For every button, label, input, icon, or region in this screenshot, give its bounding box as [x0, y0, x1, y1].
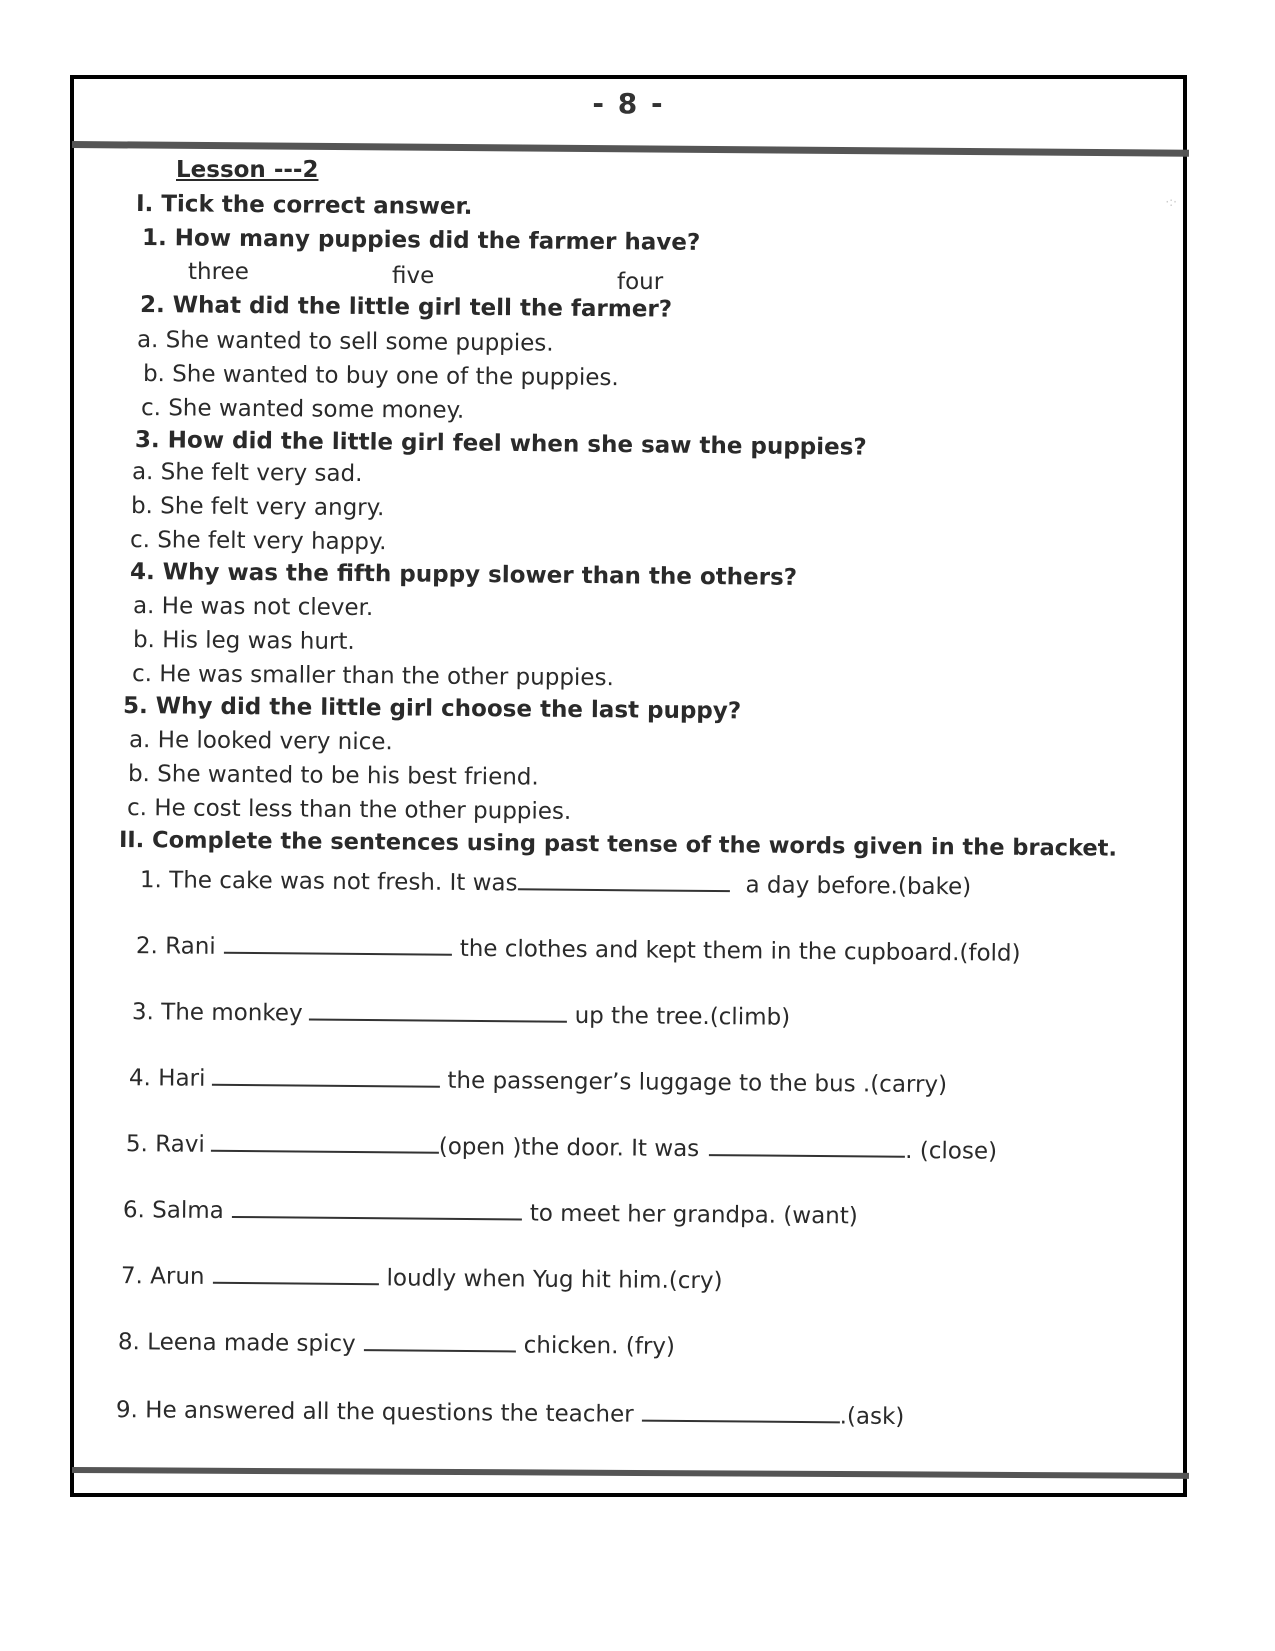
sentence-9-start: 9. He answered all the questions the teacher [115, 1397, 634, 1428]
sentence-2-end: the clothes and kept them in the cupboard.(fold) [459, 935, 1021, 967]
q2-option-a: a. She wanted to sell some puppies. [136, 327, 554, 357]
sentence-6-end: to meet her grandpa. (want) [529, 1200, 858, 1230]
sentence-5-blank-1[interactable] [211, 1126, 439, 1154]
sentence-6-blank[interactable] [232, 1192, 522, 1221]
sentence-9 [116, 1391, 905, 1430]
page-frame [70, 75, 1187, 1497]
sentence-2-blank[interactable] [224, 928, 452, 956]
sentence-7 [121, 1257, 723, 1294]
sentence-5-end: . (close) [905, 1137, 998, 1165]
q3-option-a: a. She felt very sad. [131, 459, 363, 488]
q4-option-a: a. He was not clever. [132, 593, 374, 622]
sentence-3-start: 3. The monkey [131, 999, 303, 1027]
q4-text: 4. Why was the fifth puppy slower than the others? [129, 559, 798, 591]
q5-option-b: b. She wanted to be his best friend. [127, 761, 539, 791]
q4-option-c: c. He was smaller than the other puppies. [131, 661, 614, 692]
sentence-5 [126, 1125, 997, 1165]
sentence-4-start: 4. Hari [128, 1065, 206, 1092]
page-number: - 8 - [592, 87, 665, 120]
sentence-5-start: 5. Ravi [125, 1131, 205, 1158]
sentence-8-blank[interactable] [364, 1325, 516, 1352]
section2-heading: II. Complete the sentences using past tense of the words given in the bracket. [118, 827, 1118, 862]
sentence-3-end: up the tree.(climb) [574, 1003, 791, 1031]
sentence-1-end: a day before.(bake) [745, 872, 972, 901]
section1-heading: I. Tick the correct answer. [135, 191, 473, 220]
sentence-4 [129, 1059, 947, 1098]
sentence-2-start: 2. Rani [135, 933, 216, 960]
sentence-1 [140, 861, 972, 900]
q4-option-b: b. His leg was hurt. [132, 627, 355, 655]
sentence-5-blank-2[interactable] [709, 1130, 905, 1158]
sentence-3 [132, 993, 790, 1031]
q1-option-five: five [392, 263, 435, 289]
q5-option-a: a. He looked very nice. [128, 727, 393, 756]
q2-text: 2. What did the little girl tell the farmer? [139, 292, 673, 323]
sentence-3-blank[interactable] [309, 995, 567, 1023]
sentence-5-middle: (open )the door. It was [438, 1133, 700, 1163]
sentence-7-blank[interactable] [213, 1258, 379, 1286]
q3-option-b: b. She felt very angry. [130, 493, 385, 522]
sentence-8-start: 8. Leena made spicy [117, 1329, 356, 1358]
q5-text: 5. Why did the little girl choose the last puppy? [122, 693, 742, 725]
q2-option-c: c. She wanted some money. [140, 395, 465, 424]
sentence-9-end: .(ask) [839, 1403, 905, 1431]
q1-option-four: four [617, 269, 664, 295]
sentence-8 [118, 1323, 675, 1360]
q2-option-b: b. She wanted to buy one of the puppies. [142, 361, 619, 392]
lesson-title: Lesson ---2 [176, 157, 319, 183]
sentence-6-start: 6. Salma [122, 1197, 224, 1225]
sentence-1-start: 1. The cake was not fresh. It was [139, 867, 518, 897]
q3-text: 3. How did the little girl feel when she saw the puppies? [134, 427, 867, 461]
sentence-8-end: chicken. (fry) [523, 1332, 676, 1361]
q1-option-three: three [188, 259, 249, 285]
sentence-1-blank[interactable] [518, 864, 730, 892]
q5-option-c: c. He cost less than the other puppies. [126, 795, 572, 825]
sentence-7-start: 7. Arun [120, 1263, 205, 1290]
sentence-9-blank[interactable] [642, 1396, 840, 1424]
sentence-2 [136, 927, 1021, 967]
sentence-4-end: the passenger’s luggage to the bus .(carry) [447, 1067, 948, 1099]
scan-mark: ·:· [1165, 195, 1177, 209]
sentence-7-end: loudly when Yug hit him.(cry) [386, 1265, 723, 1295]
worksheet-content [74, 79, 1183, 1493]
sentence-6 [123, 1191, 858, 1230]
q1-text: 1. How many puppies did the farmer have? [141, 225, 701, 256]
q3-option-c: c. She felt very happy. [129, 527, 387, 556]
sentence-4-blank[interactable] [211, 1060, 439, 1088]
